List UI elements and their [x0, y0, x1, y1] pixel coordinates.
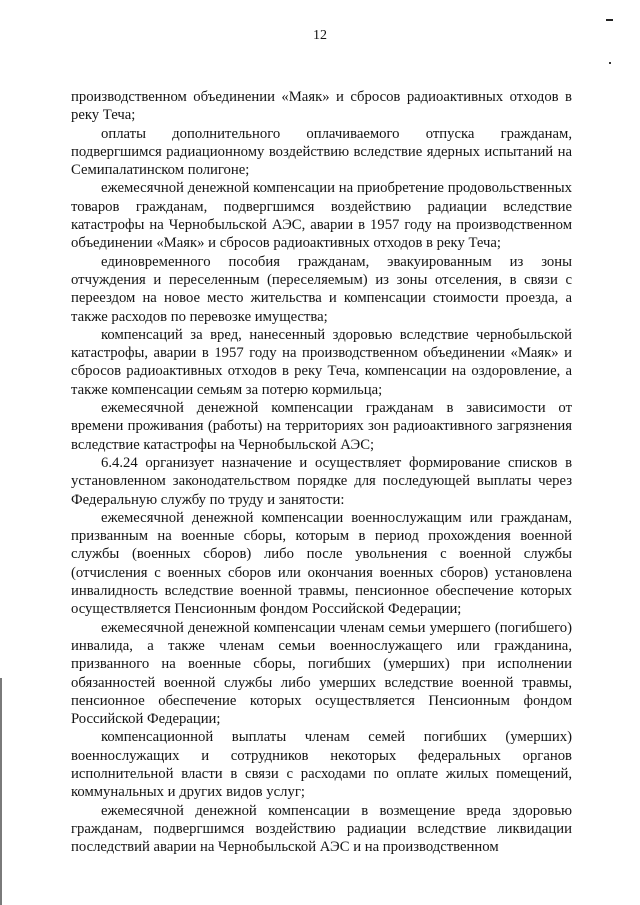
scan-mark	[606, 19, 613, 21]
paragraph: единовременного пособия гражданам, эвакуированным из зоны отчуждения и переселенным (переселяемым) из зоны отселения, в связи с переездом на новое место жительства и компенсации стоимости проезда, а также расходов по перевозке имущества;	[71, 253, 572, 325]
paragraph: производственном объединении «Маяк» и сбросов радиоактивных отходов в реку Теча;	[71, 89, 572, 124]
paragraph: компенсаций за вред, нанесенный здоровью вследствие чернобыльской катастрофы, аварии в 1957 году на производственном объединении «Маяк» и сбросов радиоактивных отходов в реку Теча, компенсации на оздоровление, а также компенсации семьям за потерю кормильца;	[71, 326, 572, 398]
scan-edge	[0, 678, 2, 905]
paragraph: ежемесячной денежной компенсации гражданам в зависимости от времени проживания (работы) на территориях зон радиоактивного загрязнения вследствие катастрофы на Чернобыльской АЭС;	[71, 400, 572, 453]
paragraph: компенсационной выплаты членам семей погибших (умерших) военнослужащих и сотрудников некоторых федеральных органов исполнительной власти в связи с расходами по оплате жилых помещений, коммунальных и других видов услуг;	[71, 729, 572, 801]
paragraph: ежемесячной денежной компенсации в возмещение вреда здоровью гражданам, подвергшимся воздействию радиации вследствие ликвидации последствий аварии на Чернобыльской АЭС и на производственном	[71, 802, 572, 856]
paragraph: 6.4.24 организует назначение и осуществляет формирование списков в установленном законодательством порядке для последующей выплаты через Федеральную службу по труду и занятости:	[71, 454, 572, 508]
scan-mark	[609, 62, 611, 64]
document-body	[71, 88, 572, 856]
page-number: 12	[313, 28, 327, 43]
paragraph: ежемесячной денежной компенсации военнослужащим или гражданам, призванным на военные сборы, которым в период прохождения военной службы (военных сборов) либо после увольнения с военной службы (отчисления с военных сборов или окончания военных сборов) установлена инвалидность вследствие военной травмы, пенсионное обеспечение которых осуществляется Пенсионным фондом Российской Федерации;	[71, 509, 572, 618]
paragraph: ежемесячной денежной компенсации членам семьи умершего (погибшего) инвалида, а также членам семьи военнослужащего или гражданина, призванного на военные сборы, погибших (умерших) при исполнении обязанностей военной службы либо умерших вследствие военной травмы, пенсионное обеспечение которых осуществляется Пенсионным фондом Российской Федерации;	[71, 619, 572, 728]
paragraph: оплаты дополнительного оплачиваемого отпуска гражданам, подвергшимся радиационному воздействию вследствие ядерных испытаний на Семипалатинском полигоне;	[71, 125, 572, 179]
paragraph: ежемесячной денежной компенсации на приобретение продовольственных товаров гражданам, подвергшимся воздействию радиации вследствие катастрофы на Чернобыльской АЭС, аварии в 1957 году на производственном объединении «Маяк» и сбросов радиоактивных отходов в реку Теча;	[71, 180, 572, 252]
